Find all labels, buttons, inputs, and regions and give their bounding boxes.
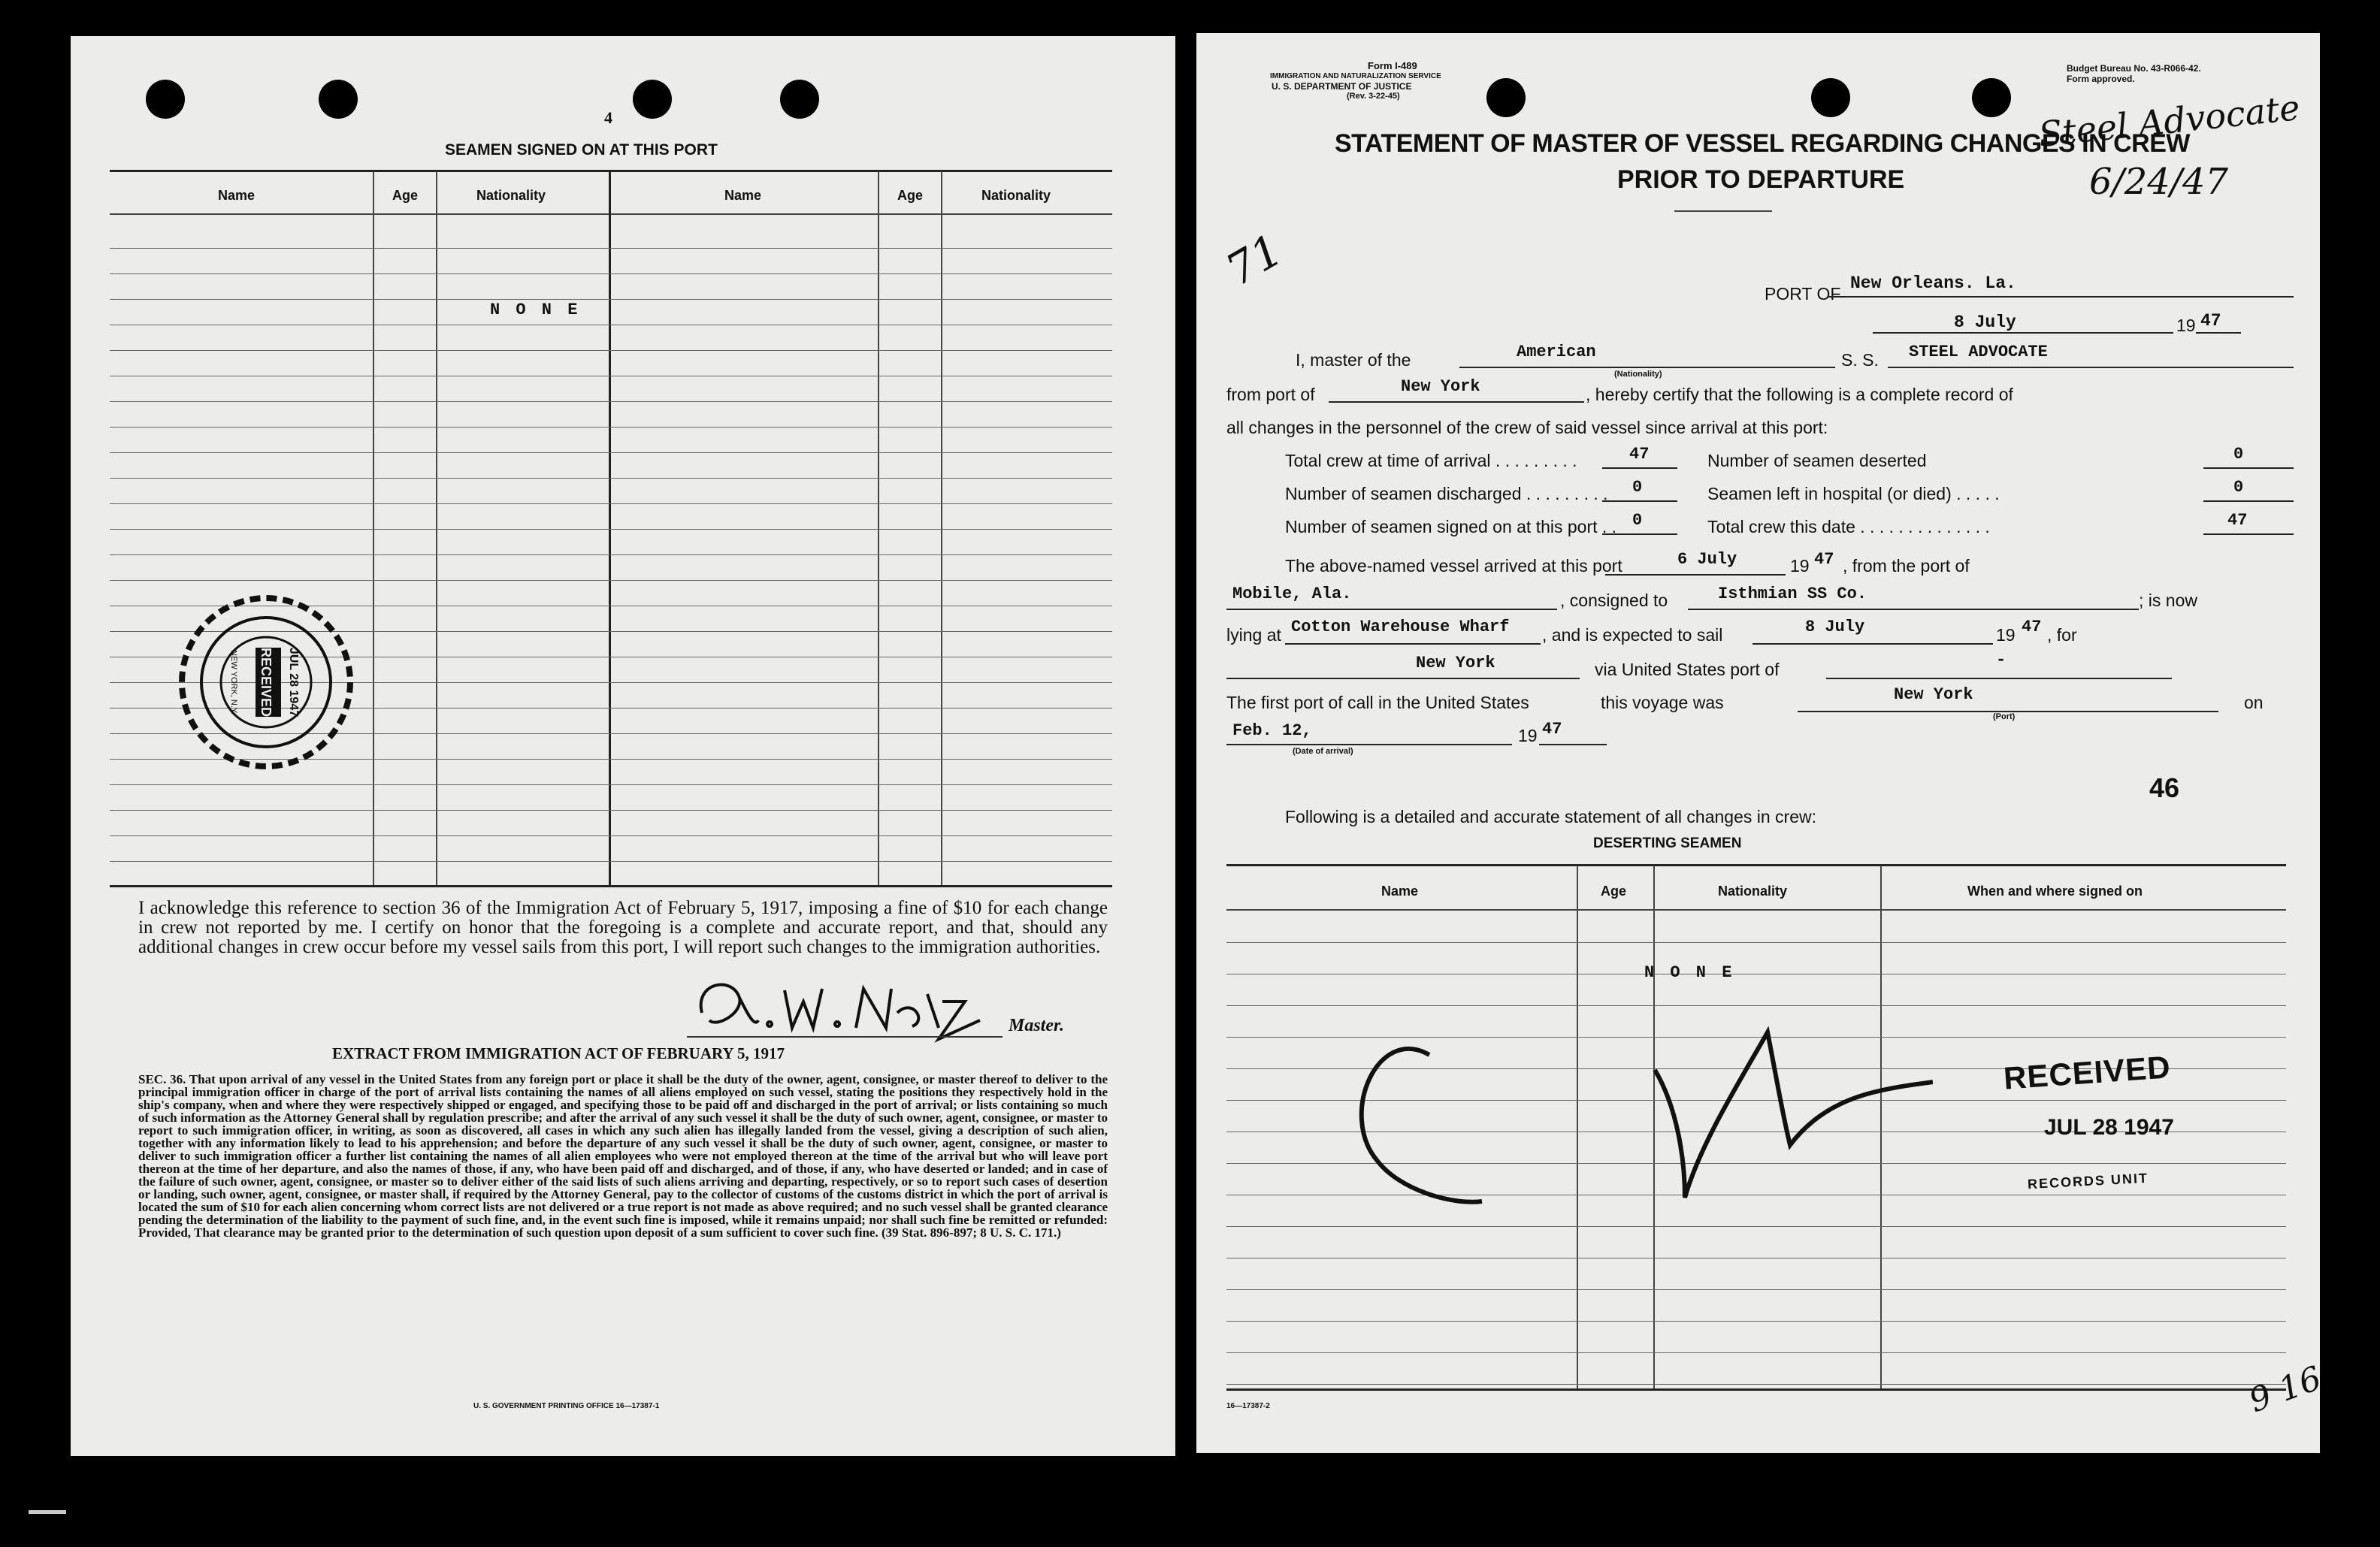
punch-hole (319, 80, 358, 119)
table-row-line (110, 810, 1112, 811)
column-header: When and where signed on (1967, 884, 2143, 899)
punch-hole (1811, 78, 1850, 117)
right-page: Form I-489 IMMIGRATION AND NATURALIZATION SERVICE U. S. DEPARTMENT OF JUSTICE (Rev. 3-22-45) Budget Bureau No. 43-R066-42. Form approved. STATEMENT OF MASTER OF VESSEL REGARDING CHANGES IN CREW PRIOR TO DEPARTURE Steel Advocate 6/24/47 71 PORT OF New Orleans. La. 8 July 19 47 I, master of the American (Nationality) S. S. STEEL ADVOCATE from port of New York , hereby certify that the following is a complete record of all changes in the personnel of the crew of said vessel since arrival at this port: Total crew at time of arrival . . . . . . . . . 47 Number of seamen discharged . . . . . . . . . 0 Number of seamen signed on at this port . . 0 Number of seamen deserted 0 Seamen left in hospital (or died) . . . . . 0 Total crew this date . . . . . . . . . . . . . . 47 The above-named vessel arrived at this port 6 July 19 47 , from the port of Mobile, Ala. , consigned to Isthmian SS Co. ; is now lying at Cotton Warehouse Wharf , and is expected to sail 8 July 19 47 , for New York via United States port of - The first port of call in the United States this voyage was New York (Port) on Feb. 12, (Date of arrival) 19 47 46 Following is a detailed and accurate statement of all changes in crew: DESERTING SEAMEN Name Age Nationality When and where signed on N O N E RECEIVED JUL 28 1947 RECORDS UNIT 16—17387-2 9 16 (1196, 33, 2320, 1453)
column-header: Name (1381, 884, 1419, 899)
received-stamp: RECEIVED (2002, 1049, 2173, 1096)
punch-hole (780, 80, 819, 119)
column-header: Age (1601, 884, 1627, 899)
column-header: Name (724, 188, 762, 203)
punch-hole (1486, 78, 1526, 117)
first-port: New York (1894, 685, 1973, 704)
svg-text:JUL 28 1947: JUL 28 1947 (287, 647, 300, 718)
section-title: SEAMEN SIGNED ON AT THIS PORT (445, 141, 718, 159)
deserting-none: N O N E (1644, 963, 1735, 982)
via-port: - (1996, 651, 2007, 669)
left-page (71, 36, 1175, 1456)
handwritten-mark: 71 (1217, 224, 1291, 296)
page-count: 46 (2149, 772, 2180, 803)
scrap-mark (29, 1510, 66, 1514)
column-header: Name (218, 188, 256, 203)
table-row-line (1226, 1384, 2286, 1385)
table-row-line (110, 427, 1112, 428)
statement-date: 8 July (1954, 313, 2016, 332)
sail-year: 47 (2022, 618, 2042, 636)
table-row-line (110, 554, 1112, 555)
port-label: PORT OF (1765, 284, 1841, 304)
total-crew-date: 47 (2227, 511, 2248, 530)
form-subtitle: PRIOR TO DEPARTURE (1617, 165, 1905, 194)
column-header: Age (392, 188, 419, 203)
total-crew-arrival: 47 (1629, 445, 1650, 464)
budget-bureau: Budget Bureau No. 43-R066-42. (2067, 63, 2201, 74)
deserting-title: DESERTING SEAMEN (1593, 835, 1742, 851)
printing-office-footer: U. S. GOVERNMENT PRINTING OFFICE 16—17387-1 (473, 1402, 660, 1410)
corner-handwritten-mark: 9 16 (2244, 1358, 2327, 1421)
seamen-discharged: 0 (1632, 478, 1643, 497)
immigration-received-stamp (176, 592, 356, 772)
statement-year: 47 (2200, 311, 2221, 331)
table-row-line (110, 350, 1112, 351)
records-unit-stamp: RECORDS UNIT (2027, 1170, 2149, 1192)
master-label: Master. (1009, 1016, 1065, 1035)
svg-text:RECEIVED: RECEIVED (259, 647, 274, 718)
column-header: Age (897, 188, 924, 203)
sail-date: 8 July (1805, 618, 1865, 636)
seamen-signed-on: 0 (1632, 511, 1643, 530)
svg-text:NEW YORK, N.Y.: NEW YORK, N.Y. (229, 650, 238, 715)
table-row-line (110, 861, 1112, 862)
acknowledgment-text: I acknowledge this reference to section 36 of the Immigration Act of February 5, 1917, imposing a fine of $10 for each change in crew not reported by me. I certify on honor that the foregoing is a complete and accurate report, and that, should any additional changes in crew occur before my vessel sails from this port, I will report such changes to the immigration authorities. (138, 898, 1108, 957)
punch-hole (633, 80, 672, 119)
table-row-line (110, 299, 1112, 300)
table-row-line (1226, 1005, 2286, 1006)
cancellation-strokes (1332, 1025, 1933, 1220)
arrived-date: 6 July (1677, 550, 1737, 569)
received-date: JUL 28 1947 (2044, 1115, 2174, 1140)
consignee: Isthmian SS Co. (1718, 585, 1867, 603)
table-row-line (110, 273, 1112, 274)
extract-text: SEC. 36. That upon arrival of any vessel in the United States from any foreign port or place it shall be the duty of the owner, agent, consignee, or master thereof to deliver to the principal immigration officer in charge of the port of arrival lists containing the names of all aliens employed on such vessel, stating the positions they respectively hold in the ship's company, when and where they were respectively shipped or engaged, and specifying those to be paid off and discharged in the port of arrival; or lists containing so much of such information as the Attorney General shall by regulation prescribe; and after the arrival of any such vessel it shall be the duty of such owner, agent, consignee, or master to report to such immigration officer, in writing, as soon as discovered, all cases in which any such alien has illegally landed from the vessel, giving a description of such alien, together with any information likely to lead to his apprehension; and before the departure of any such vessel it shall be the duty of such owner, agent, consignee, or master to deliver to such immigration officer a further list containing the names of all alien employees who were not employed thereon at the time of the arrival but who will leave port thereon at the time of her departure, and also the names of those, if any, who have been paid off and discharged, and of those, if any, who have deserted or landed; and in case of the failure of such owner, agent, consignee, or master so to deliver either of the said lists of such aliens arriving and departing, respectively, or so to report such cases of desertion or landing, such owner, agent, consignee, or master shall, if required by the Attorney General, pay to the collector of customs of the customs district in which the port of arrival is located the sum of $10 for each alien concerning whom correct lists are not delivered or a true report is not made as above required; and no such vessel shall be granted clearance pending the determination of the liability to the payment of such fine, and, in the event such fine is imposed, while it remains unpaid; nor shall such fine be remitted or refunded: Provided, That clearance may be granted prior to the determination of such question upon deposit of a sum sufficient to cover such fine. (39 Stat. 896-897; 8 U. S. C. 171.) (138, 1072, 1108, 1240)
table-row-line (110, 580, 1112, 581)
master-signature (687, 968, 1003, 1050)
table-row-line (110, 835, 1112, 836)
none-entry: N O N E (490, 301, 581, 319)
arrival-year: 47 (1542, 720, 1562, 739)
form-footer: 16—17387-2 (1226, 1402, 1270, 1410)
lying-at: Cotton Warehouse Wharf (1291, 618, 1510, 636)
column-header: Nationality (981, 188, 1051, 203)
arrived-year: 47 (1814, 550, 1834, 569)
arrived-from: Mobile, Ala. (1232, 585, 1352, 603)
table-row-line (1226, 1226, 2286, 1227)
column-header: Nationality (1718, 884, 1788, 899)
punch-hole (146, 80, 185, 119)
table-row-line (110, 529, 1112, 530)
table-row-line (1226, 1289, 2286, 1290)
table-row-line (110, 401, 1112, 402)
table-row-line (110, 478, 1112, 479)
table-row-line (1226, 942, 2286, 943)
form-approved: Form approved. (2067, 74, 2135, 84)
port-value: New Orleans. La. (1850, 273, 2016, 293)
page-number: 4 (604, 108, 612, 127)
destination: New York (1416, 654, 1495, 672)
form-title: STATEMENT OF MASTER OF VESSEL REGARDING CHANGES IN CREW (1335, 129, 2190, 158)
vessel-name: STEEL ADVOCATE (1909, 343, 2048, 361)
handwritten-date: 6/24/47 (2089, 161, 2229, 203)
handwritten-vessel-name: Steel Advocate (2037, 86, 2302, 156)
table-row-line (110, 248, 1112, 249)
column-header: Nationality (476, 188, 546, 203)
seamen-deserted: 0 (2233, 445, 2244, 464)
table-row-line (110, 503, 1112, 504)
table-row-line (110, 784, 1112, 785)
table-row-line (110, 452, 1112, 453)
nationality-value: American (1517, 343, 1596, 361)
punch-hole (1972, 78, 2011, 117)
extract-title: EXTRACT FROM IMMIGRATION ACT OF FEBRUARY 5, 1917 (332, 1044, 785, 1062)
arrival-date: Feb. 12, (1232, 721, 1312, 740)
seamen-hospital: 0 (2233, 478, 2244, 497)
table-row-line (1226, 1352, 2286, 1353)
from-port-value: New York (1401, 377, 1480, 396)
table-row-line (1226, 1321, 2286, 1322)
